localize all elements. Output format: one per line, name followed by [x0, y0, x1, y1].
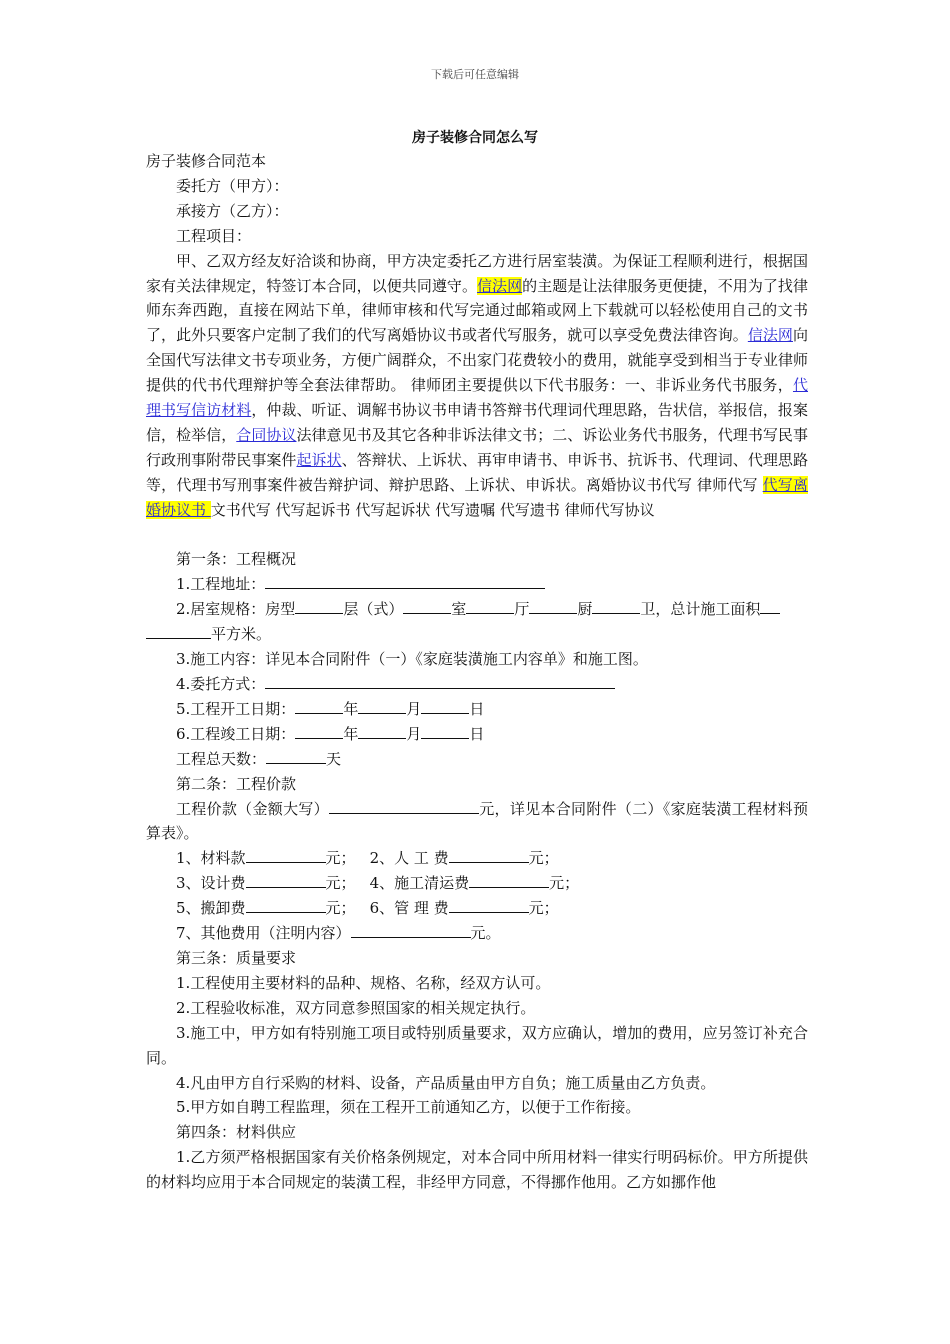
intro-paragraph: 甲、乙双方经友好洽谈和协商，甲方决定委托乙方进行居室装潢。为保证工程顺利进行，根据国家有关法律规定，特签订本合同，以便共同遵守。信法网的主题是让法律服务更便捷，不用为了找律师东奔西跑，直接在网站下单，律师审核和代写完通过邮箱或网上下载就可以轻松使用自己的文书了，此外只要客户定制了我们的代写离婚协议书或者代写服务，就可以享受免费法律咨询。信法网向全国代写法律文书专项业务，方便广阔群众，不出家门花费较小的费用，就能享受到相当于专业律师提供的代书代理辩护等全套法律帮助。 律师团主要提供以下代书服务：一、非诉业务代书服务，代理书写信访材料，仲裁、听证、调解书协议书申请书答辩书代理词代理思路，告状信，举报信，报案信，检举信，合同协议法律意见书及其它各种非诉法律文书；二、诉讼业务代书服务，代理书写民事行政刑事附带民事案件起诉状、答辩状、上诉状、再审申请书、申诉书、抗诉书、代理词、代理思路等，代理书写刑事案件被告辩护词、辩护思路、上诉状、申诉状。离婚协议书代写 律师代写 代写离婚协议书 文书代写 代写起诉书 代写起诉状 代写遗嘱 代写遗书 律师代写协议 [146, 251, 808, 519]
fee-line-4: 7、其他费用（注明内容） 元。 [176, 924, 501, 943]
document-body [146, 149, 808, 1195]
sample-title: 房子装修合同范本 [146, 152, 267, 170]
end-date-line: 6.工程竣工日期： 年 月 日 [176, 724, 485, 743]
mode-blank [265, 673, 615, 689]
xinfa-link-2[interactable]: 信法网 [747, 326, 793, 345]
xinfa-link[interactable]: 信法网 [477, 276, 523, 295]
quality-item-1: 1.工程使用主要材料的品种、规格、名称，经双方认可。 [176, 973, 551, 992]
fee-line-2: 3、设计费 元； 4、施工清运费 元； [176, 874, 580, 893]
contractor-line: 承接方（乙方）： [176, 201, 289, 220]
price-line: 工程价款（金额大写） 元，详见本合同附件（二）《家庭装潢工程材料预算表》。 [146, 799, 808, 843]
header-note: 下载后可任意编辑 [431, 68, 519, 81]
article2-heading: 第二条：工程价款 [176, 774, 297, 793]
supply-item-1: 1.乙方须严格根据国家有关价格条例规定，对本合同中所用材料一律实行明码标价。甲方所提供的材料均应用于本合同规定的装潢工程，非经甲方同意，不得挪作他用。乙方如挪作他 [146, 1148, 808, 1192]
project-line: 工程项目： [176, 226, 252, 245]
spec-line: 2.居室规格：房型 层（式） 室 厅 厨 卫，总计施工面积 [146, 597, 808, 622]
start-date-line: 5.工程开工日期： 年 月 日 [176, 699, 485, 718]
client-line: 委托方（甲方）： [176, 176, 289, 195]
quality-item-3: 3.施工中，甲方如有特别施工项目或特别质量要求，双方应确认，增加的费用，应另签订补充合同。 [146, 1023, 808, 1067]
quality-item-5: 5.甲方如自聘工程监理，须在工程开工前通知乙方，以便于工作衔接。 [176, 1098, 641, 1117]
quality-item-2: 2.工程验收标准，双方同意参照国家的相关规定执行。 [176, 998, 536, 1017]
address-blank [265, 573, 545, 589]
quality-item-4: 4.凡由甲方自行采购的材料、设备，产品质量由甲方自负；施工质量由乙方负责。 [176, 1073, 716, 1092]
contract-agreement-link[interactable]: 合同协议 [236, 425, 297, 444]
petition-materials-link[interactable]: 代理书写信访材料 [146, 376, 808, 420]
total-days-line: 工程总天数： 天 [176, 749, 342, 768]
fee-line-1: 1、材料款 元； 2、人 工 费 元； [176, 849, 559, 868]
divorce-agreement-link[interactable]: 代写离婚协议书 [146, 475, 808, 519]
fee-line-3: 5、搬卸费 元； 6、管 理 费 元； [176, 899, 559, 918]
article4-heading: 第四条：材料供应 [176, 1123, 297, 1142]
blank-line [146, 523, 808, 548]
area-line: 平方米。 [146, 622, 808, 647]
article1-heading: 第一条：工程概况 [176, 550, 297, 569]
article3-heading: 第三条：质量要求 [176, 948, 297, 967]
document-title: 房子装修合同怎么写 [412, 130, 538, 146]
mode-line: 4.委托方式： [146, 672, 808, 697]
address-line: 1.工程地址： [146, 572, 808, 597]
complaint-link[interactable]: 起诉状 [296, 450, 342, 469]
content-line: 3.施工内容：详见本合同附件（一）《家庭装潢施工内容单》和施工图。 [176, 650, 648, 669]
